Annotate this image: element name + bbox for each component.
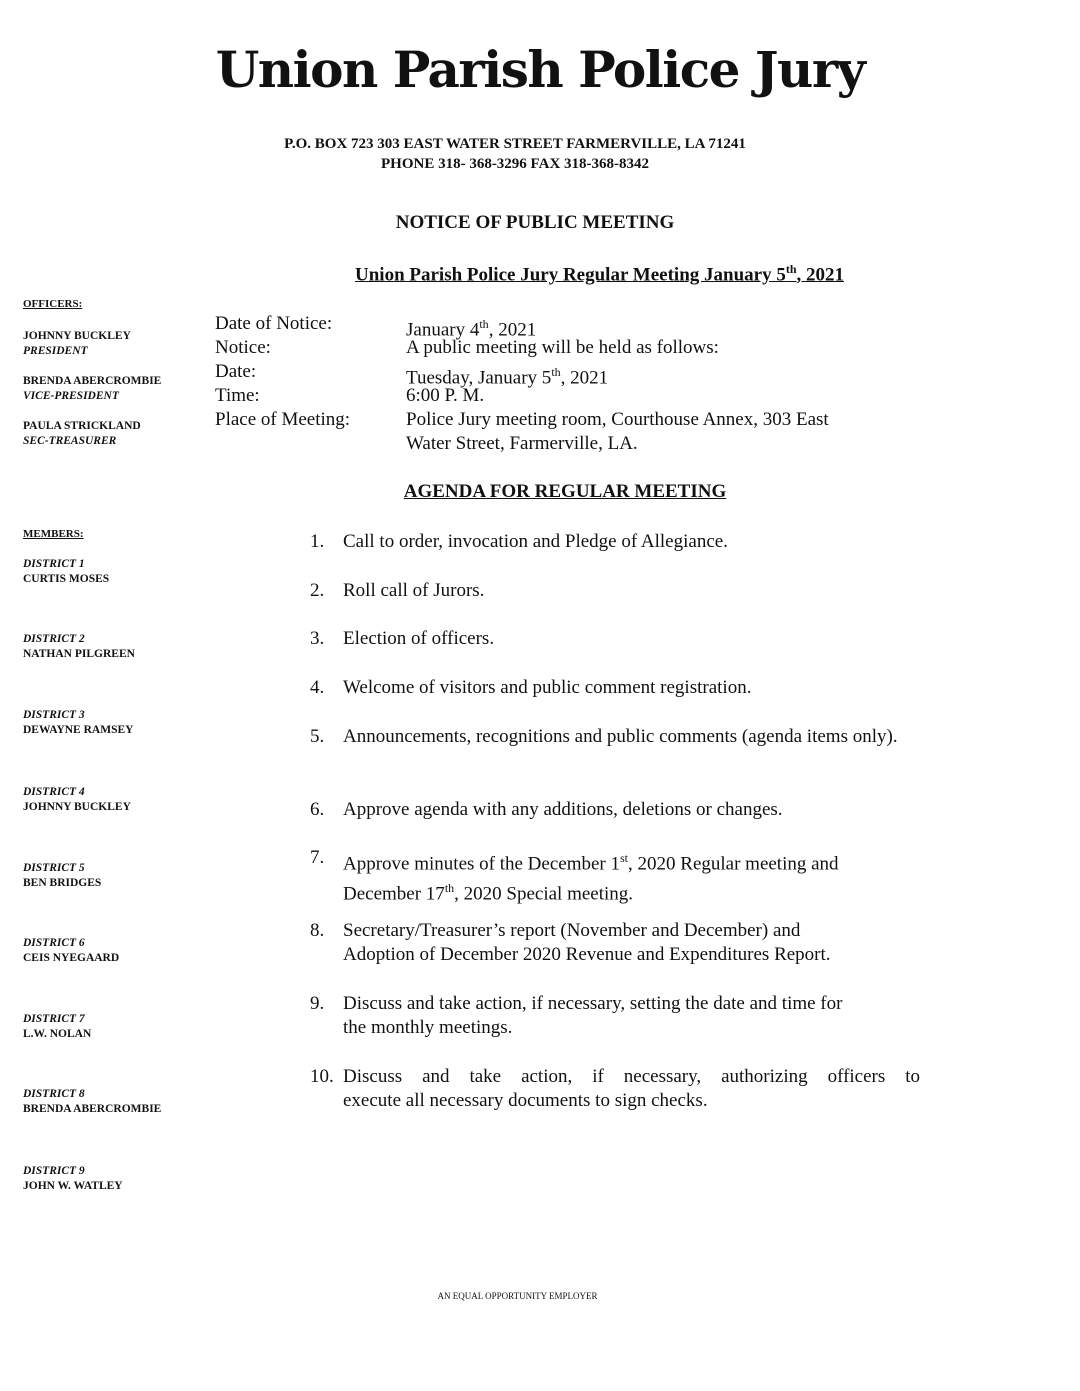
notice-value: A public meeting will be held as follows: [406,337,719,358]
time-label: Time: [215,385,260,406]
member-district-5: DISTRICT 5 BEN BRIDGES [23,862,102,889]
agenda-item-4: 4. Welcome of visitors and public comment registration. [310,677,752,698]
address-line: P.O. BOX 723 303 EAST WATER STREET FARMERVILLE, LA 71241 [284,136,746,152]
agenda-heading: AGENDA FOR REGULAR MEETING [403,481,727,502]
agenda-item-10: 10. Discuss and take action, if necessary, authorizing officers to execute all necessary documents to sign checks. [310,1066,920,1111]
members-heading: MEMBERS: [23,528,84,540]
agenda-item-6: 6. Approve agenda with any additions, deletions or changes. [310,799,783,820]
date-of-notice-label: Date of Notice: [215,313,333,334]
member-district-8: DISTRICT 8 BRENDA ABERCROMBIE [23,1088,162,1115]
date-value: Tuesday, January 5th, 2021 [406,365,609,389]
time-value: 6:00 P. M. [406,385,485,406]
member-district-2: DISTRICT 2 NATHAN PILGREEN [23,633,135,660]
officers-heading: OFFICERS: [23,298,83,310]
officer-president: JOHNNY BUCKLEY PRESIDENT [23,330,131,357]
notice-label: Notice: [215,337,271,358]
member-district-1: DISTRICT 1 CURTIS MOSES [23,558,110,585]
member-district-3: DISTRICT 3 DEWAYNE RAMSEY [23,709,134,736]
officer-vice-president: BRENDA ABERCROMBIE VICE-PRESIDENT [23,375,162,402]
phone-line: PHONE 318- 368-3296 FAX 318-368-8342 [380,156,650,172]
date-of-notice-value: January 4th, 2021 [406,317,537,341]
notice-heading: NOTICE OF PUBLIC MEETING [395,212,675,233]
place-value: Police Jury meeting room, Courthouse Annex, 303 East Water Street, Farmerville, LA. [406,409,829,454]
organization-title: Union Parish Police Jury [215,40,865,99]
place-label: Place of Meeting: [215,409,351,430]
agenda-item-1: 1. Call to order, invocation and Pledge of Allegiance. [310,531,728,552]
agenda-item-2: 2. Roll call of Jurors. [310,580,485,601]
agenda-item-7: 7. Approve minutes of the December 1st, 2020 Regular meeting and December 17th, 2020 Special meeting. [310,847,839,905]
member-district-9: DISTRICT 9 JOHN W. WATLEY [23,1165,123,1192]
member-district-4: DISTRICT 4 JOHNNY BUCKLEY [23,786,131,813]
agenda-item-5: 5. Announcements, recognitions and public comments (agenda items only). [310,726,898,747]
footer-eoe: AN EQUAL OPPORTUNITY EMPLOYER [437,1291,598,1301]
member-district-7: DISTRICT 7 L.W. NOLAN [23,1013,92,1040]
agenda-item-9: 9. Discuss and take action, if necessary, setting the date and time for the monthly meetings. [310,993,843,1038]
agenda-item-8: 8. Secretary/Treasurer’s report (November and December) and Adoption of December 2020 Revenue and Expenditures Report. [310,920,831,965]
officer-sec-treasurer: PAULA STRICKLAND SEC-TREASURER [23,420,141,447]
date-label: Date: [215,361,257,382]
member-district-6: DISTRICT 6 CEIS NYEGAARD [23,937,120,964]
meeting-title: Union Parish Police Jury Regular Meeting January 5th, 2021 [355,262,844,286]
agenda-item-3: 3. Election of officers. [310,628,495,649]
